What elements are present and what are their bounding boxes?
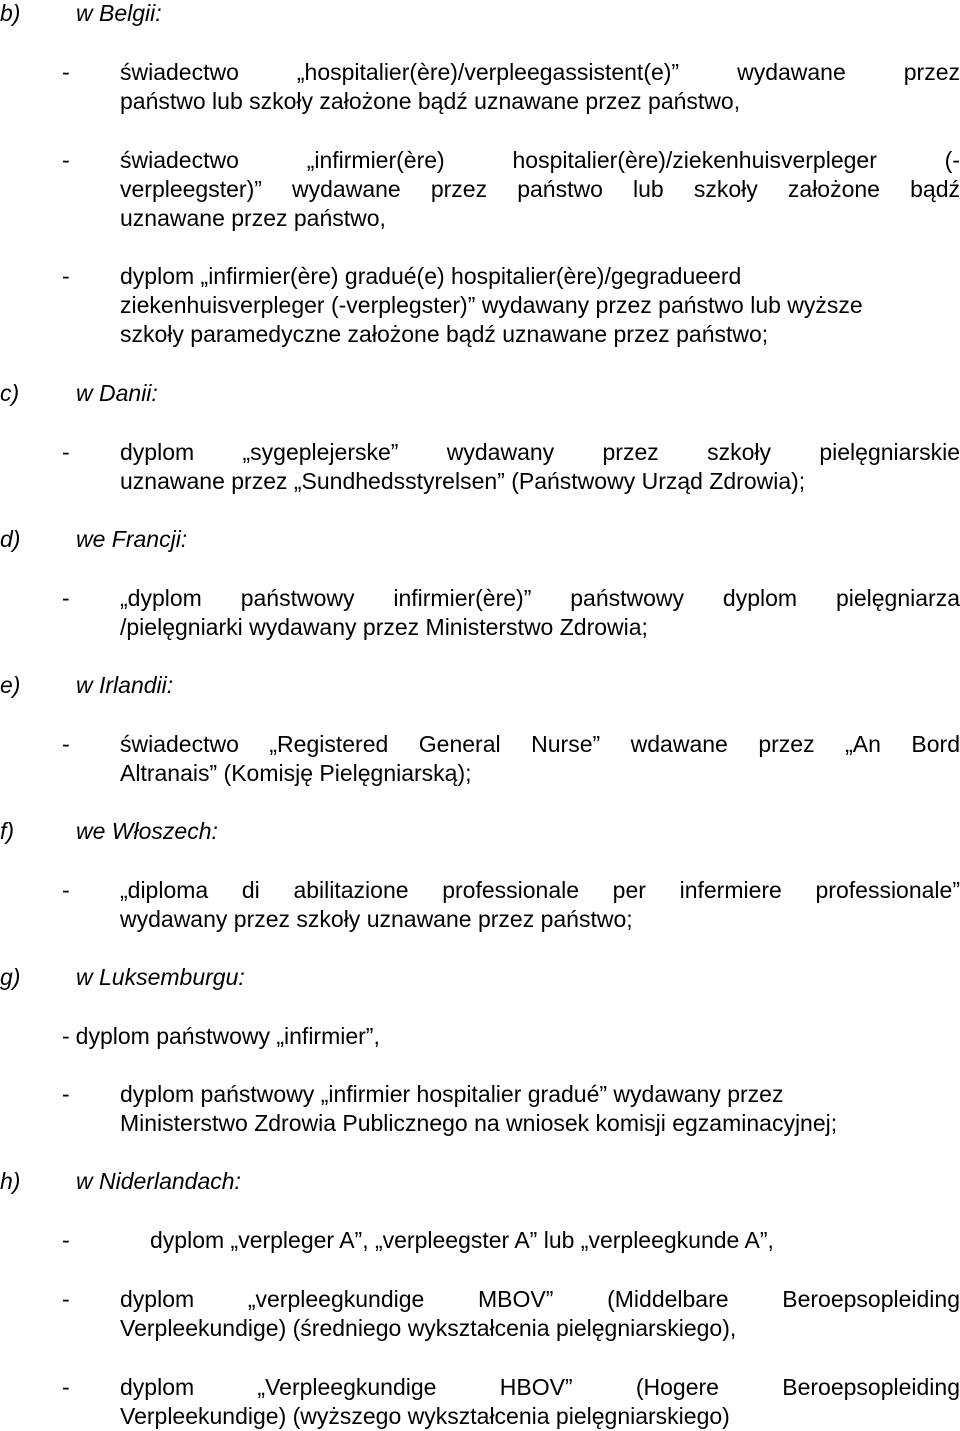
section-title: we Francji: [76,526,188,552]
section-letter: h) [0,1168,21,1194]
list-item-line: „diploma di abilitazione professionale per infermiere professionale” [120,877,960,903]
list-dash: - [62,877,70,903]
list-dash: - [62,263,70,289]
section-letter: e) [0,672,21,698]
list-dash: - [62,439,70,465]
list-item-line: verpleegster)” wydawane przez państwo lub szkoły założone bądź [120,176,960,202]
list-item-line: szkoły paramedyczne założone bądź uznawane przez państwo; [120,321,769,347]
list-item-line: świadectwo „hospitalier(ère)/verpleegassistent(e)” wydawane przez [120,59,960,85]
section-title: w Belgii: [76,0,162,26]
list-item-line: dyplom „infirmier(ère) gradué(e) hospitalier(ère)/gegradueerd [120,263,742,289]
list-dash: - [62,1374,70,1400]
list-dash: - [62,585,70,611]
list-item-line: dyplom państwowy „infirmier hospitalier gradué” wydawany przez [120,1081,784,1107]
list-item-line: dyplom państwowy „infirmier”, [75,1023,380,1049]
list-dash: - [62,1081,70,1107]
list-item [62,1080,960,1138]
list-item [62,730,960,788]
list-dash: - [62,1023,70,1049]
list-item [62,1226,960,1255]
section-letter: c) [0,380,20,406]
list-item [62,262,960,349]
section-title: w Danii: [76,380,158,406]
section-letter: d) [0,526,21,552]
list-dash: - [62,1286,70,1312]
list-item-line: „dyplom państwowy infirmier(ère)” państwowy dyplom pielęgniarza [120,585,960,611]
list-item-line: świadectwo „Registered General Nurse” wdawane przez „An Bord [120,731,960,757]
list-item [62,146,960,233]
section-title: w Luksemburgu: [76,964,245,990]
list-item [62,876,960,934]
list-dash: - [62,147,70,173]
list-dash: - [62,731,70,757]
list-dash: - [62,1227,70,1253]
list-item [62,438,960,496]
list-item-line: dyplom „verpleegkundige MBOV” (Middelbare Beroepsopleiding [120,1286,960,1312]
list-item-line: Verpleekundige) (średniego wykształcenia pielęgniarskiego), [120,1315,737,1341]
list-item-line: ziekenhuisverpleger (-verplegster)” wydawany przez państwo lub wyższe [120,292,863,318]
list-item [62,1022,960,1051]
section-title: w Irlandii: [76,672,174,698]
list-item-line: Altranais” (Komisję Pielęgniarską); [120,760,472,786]
list-item [62,58,960,116]
list-item-line: uznawane przez państwo, [120,205,386,231]
section-letter: f) [0,818,15,844]
list-item-line: wydawany przez szkoły uznawane przez państwo; [120,906,633,932]
list-item-line: Verpleekundige) (wyższego wykształcenia pielęgniarskiego) [120,1403,730,1429]
list-item-line: Ministerstwo Zdrowia Publicznego na wniosek komisji egzaminacyjnej; [120,1110,838,1136]
list-item-line: świadectwo „infirmier(ère) hospitalier(ère)/ziekenhuisverpleger (- [120,147,960,173]
list-item-line: dyplom „sygeplejerske” wydawany przez szkoły pielęgniarskie [120,439,960,465]
section-letter: b) [0,0,21,26]
list-item-line: /pielęgniarki wydawany przez Ministerstwo Zdrowia; [120,614,648,640]
section-title: we Włoszech: [76,818,218,844]
list-item-line: dyplom „Verpleegkundige HBOV” (Hogere Beroepsopleiding [120,1374,960,1400]
list-item [62,584,960,642]
section-title: w Niderlandach: [76,1168,241,1194]
section-letter: g) [0,964,21,990]
list-item-line: państwo lub szkoły założone bądź uznawane przez państwo, [120,88,741,114]
list-item-line: dyplom „verpleger A”, „verpleegster A” lub „verpleegkunde A”, [150,1227,774,1253]
list-item-line: uznawane przez „Sundhedsstyrelsen” (Państwowy Urząd Zdrowia); [120,468,806,494]
list-item [62,1285,960,1343]
list-dash: - [62,59,70,85]
list-item [62,1373,960,1431]
